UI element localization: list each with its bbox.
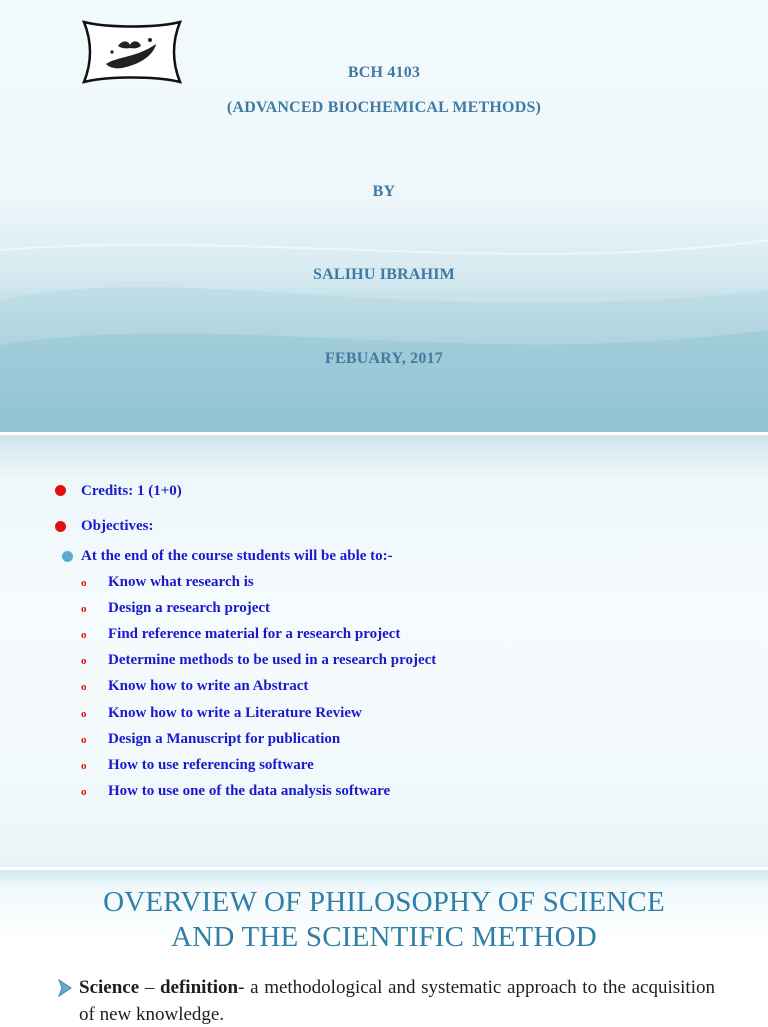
title-slide (0, 0, 768, 432)
circle-sub-bullet-icon: o (81, 733, 87, 746)
definition-text: - a methodological and systematic approach to the acquisition of new knowledge. (79, 977, 715, 1025)
arrow-bullet-icon (58, 979, 72, 997)
circle-sub-bullet-icon: o (81, 655, 87, 668)
science-term: Science (79, 977, 140, 998)
credits-text: Credits: 1 (1+0) (81, 483, 182, 499)
objective-item: Find reference material for a research project (108, 626, 401, 643)
objectives-heading: Objectives: (81, 518, 154, 534)
circle-sub-bullet-icon: o (81, 603, 87, 616)
author-name: SALIHU IBRAHIM (313, 266, 455, 283)
circle-sub-bullet-icon: o (81, 629, 87, 642)
objective-item: How to use referencing software (108, 756, 314, 773)
course-title: (ADVANCED BIOCHEMICAL METHODS) (226, 99, 542, 116)
light-blue-dot-bullet-icon (62, 551, 73, 562)
circle-sub-bullet-icon: o (81, 785, 87, 798)
course-code: BCH 4103 (347, 64, 421, 81)
overview-title-line1: OVERVIEW OF PHILOSOPHY OF SCIENCE (103, 886, 665, 918)
objective-item: Determine methods to be used in a research project (108, 652, 437, 669)
red-dot-bullet-icon (55, 521, 66, 532)
overview-slide (0, 870, 768, 1027)
circle-sub-bullet-icon: o (81, 577, 87, 589)
objectives-slide (0, 435, 768, 867)
red-dot-bullet-icon (55, 485, 66, 496)
circle-sub-bullet-icon: o (81, 759, 87, 772)
definition-term: definition (159, 977, 239, 998)
presentation-date: FEBUARY, 2017 (325, 350, 443, 367)
definition-dash: – (139, 977, 160, 998)
objective-item: Know what research is (108, 574, 254, 590)
circle-sub-bullet-icon: o (81, 707, 87, 720)
objective-item: Know how to write an Abstract (108, 678, 309, 695)
objective-item: Design a Manuscript for publication (108, 730, 341, 747)
objective-item: Design a research project (108, 600, 271, 617)
circle-sub-bullet-icon: o (81, 681, 87, 694)
objective-item: Know how to write a Literature Review (108, 704, 362, 721)
by-label: BY (372, 183, 396, 200)
overview-title-line2: AND THE SCIENTIFIC METHOD (171, 921, 597, 953)
objective-item: How to use one of the data analysis software (108, 782, 391, 799)
objectives-intro: At the end of the course students will be able to:- (81, 548, 393, 564)
science-definition (79, 974, 715, 1027)
